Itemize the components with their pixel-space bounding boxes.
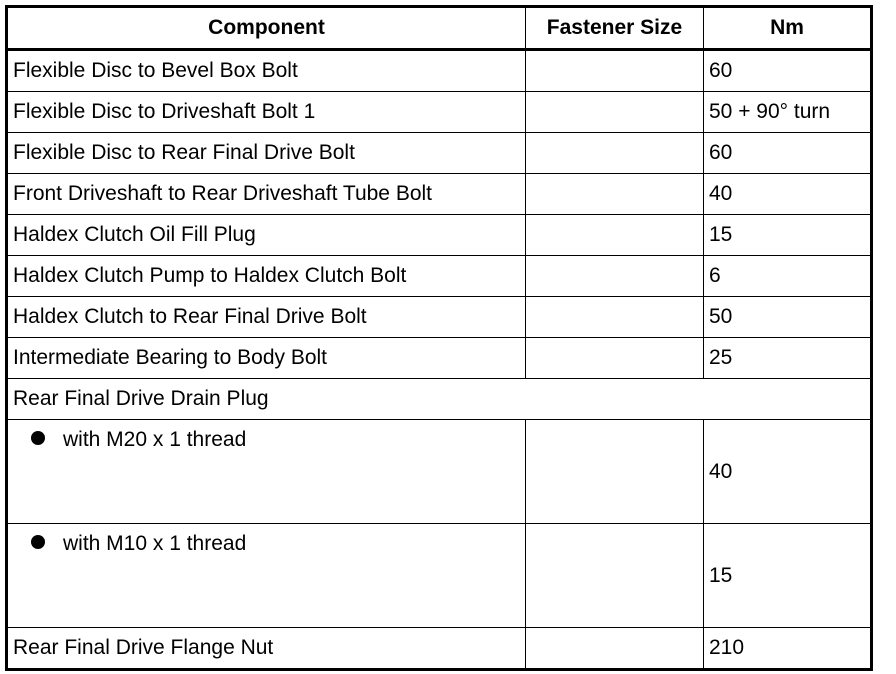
nm-cell: 15 (704, 215, 872, 256)
header-nm: Nm (704, 7, 872, 50)
component-cell: Haldex Clutch to Rear Final Drive Bolt (7, 297, 526, 338)
table-row (7, 628, 872, 670)
fastener-size-cell (526, 256, 704, 297)
fastener-size-cell (526, 420, 704, 524)
nm-cell: 60 (704, 50, 872, 92)
bullet-icon (31, 431, 45, 445)
table-row (7, 297, 872, 338)
bullet-icon (31, 535, 45, 549)
component-cell: Rear Final Drive Flange Nut (7, 628, 526, 670)
group-heading-cell: Rear Final Drive Drain Plug (7, 379, 872, 420)
fastener-size-cell (526, 50, 704, 92)
fastener-size-cell (526, 133, 704, 174)
nm-cell: 40 (704, 174, 872, 215)
fastener-size-cell (526, 628, 704, 670)
table-row (7, 215, 872, 256)
sub-component-label: with M20 x 1 thread (63, 428, 247, 451)
table-row (7, 92, 872, 133)
header-fastener-size: Fastener Size (526, 7, 704, 50)
nm-cell: 15 (704, 524, 872, 628)
fastener-size-cell (526, 524, 704, 628)
fastener-size-cell (526, 174, 704, 215)
component-cell (7, 420, 526, 524)
fastener-size-cell (526, 297, 704, 338)
table-row (7, 256, 872, 297)
nm-cell: 6 (704, 256, 872, 297)
table-row (7, 133, 872, 174)
nm-cell: 210 (704, 628, 872, 670)
nm-cell: 50 (704, 297, 872, 338)
table-row (7, 524, 872, 628)
nm-cell: 25 (704, 338, 872, 379)
fastener-size-cell (526, 338, 704, 379)
table-row (7, 420, 872, 524)
nm-cell: 40 (704, 420, 872, 524)
component-cell: Intermediate Bearing to Body Bolt (7, 338, 526, 379)
table-header-row (7, 7, 872, 50)
sub-component-label: with M10 x 1 thread (63, 532, 247, 555)
fastener-size-cell (526, 215, 704, 256)
table-row (7, 338, 872, 379)
component-cell: Flexible Disc to Rear Final Drive Bolt (7, 133, 526, 174)
nm-cell: 60 (704, 133, 872, 174)
table-row (7, 174, 872, 215)
component-cell: Flexible Disc to Bevel Box Bolt (7, 50, 526, 92)
component-cell: Haldex Clutch Pump to Haldex Clutch Bolt (7, 256, 526, 297)
component-cell: Front Driveshaft to Rear Driveshaft Tube Bolt (7, 174, 526, 215)
group-heading-row (7, 379, 872, 420)
component-cell: Haldex Clutch Oil Fill Plug (7, 215, 526, 256)
table-row (7, 50, 872, 92)
header-component: Component (7, 7, 526, 50)
fastener-size-cell (526, 92, 704, 133)
nm-cell: 50 + 90° turn (704, 92, 872, 133)
component-cell (7, 524, 526, 628)
torque-spec-table (5, 5, 873, 671)
component-cell: Flexible Disc to Driveshaft Bolt 1 (7, 92, 526, 133)
